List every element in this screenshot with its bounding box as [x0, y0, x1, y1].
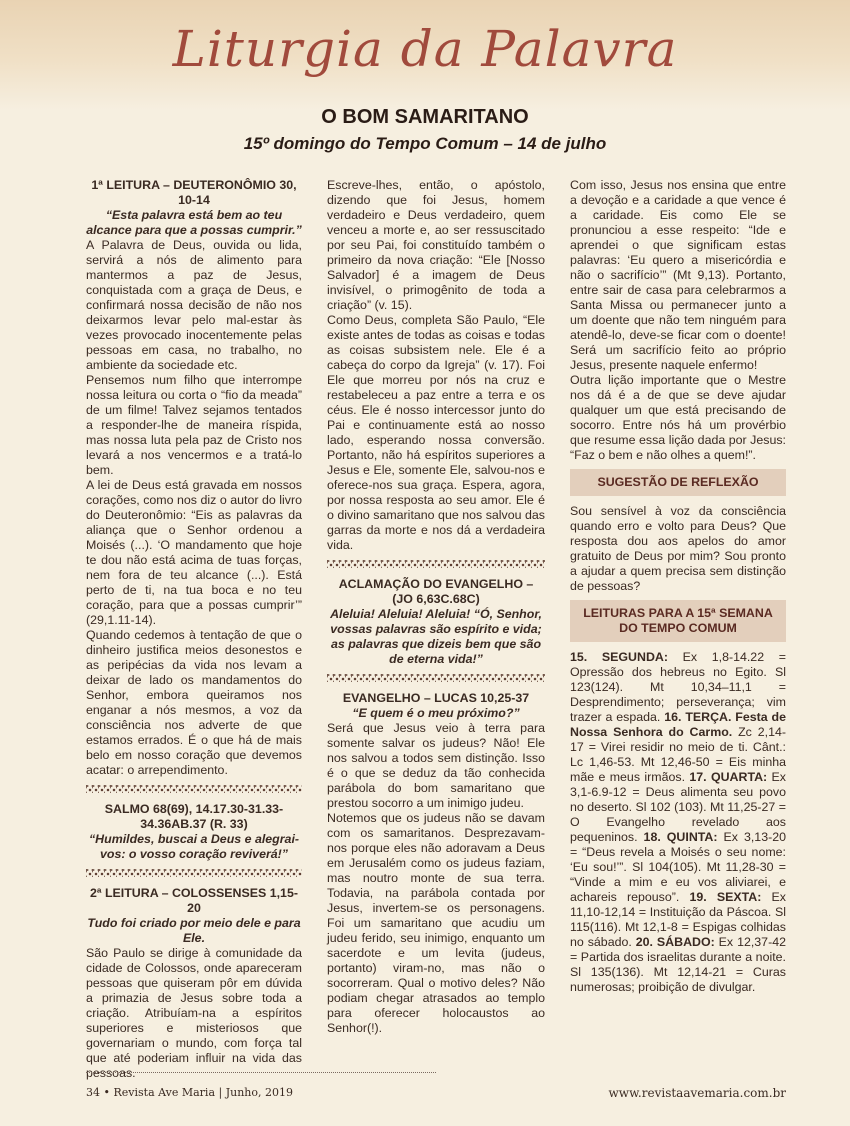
- second-reading-paragraph: Como Deus, completa São Paulo, “Ele existe antes de todas as coisas e todas as coisas subsistem nele. Ele é a cabeça do corpo da Igreja” (v. 17). Foi Ele que morreu por nós na cruz e restabeleceu a paz entre a terra e os céus. Ele é nosso intercessor junto do Pai e continuamente está ao nosso lado, esperando nossa conversão. Portanto, não há espíritos superiores a Jesus e Ele, somente Ele, salvou-nos e oferece-nos sua graça. Espera, agora, por nossa resposta ao seu amor. Ele é o divino samaritano que nos salvou das garras da morte e nos dá a verdadeira vida.: [327, 313, 545, 552]
- reading-day-label: 20. SÁBADO:: [635, 935, 715, 949]
- first-reading-heading: 1ª LEITURA – DEUTERONÔMIO 30, 10-14: [91, 178, 297, 207]
- divider: [86, 785, 302, 793]
- second-reading-paragraph: São Paulo se dirige à comunidade da cidade de Colossos, onde apareceram pessoas que quiseram pôr em dúvida a primazia de Jesus sobre toda a criação. Atribuíam-na a espíritos superiores e misteriosos que governariam o mundo, com força tal que até poderiam influir na vida das pessoas.: [86, 946, 302, 1080]
- reading-day-label: 19. SEXTA:: [689, 890, 762, 904]
- column-3: [570, 178, 786, 995]
- first-reading-quote: “Esta palavra está bem ao teu alcance para que a possas cumprir.”: [86, 208, 302, 237]
- gospel-heading: EVANGELHO – LUCAS 10,25-37: [342, 691, 530, 705]
- divider: [327, 674, 545, 682]
- page-subtitle: 15º domingo do Tempo Comum – 14 de julho: [243, 134, 607, 153]
- psalm-heading: SALMO 68(69), 14.17.30-31.33-34.36AB.37 (R. 33): [104, 802, 284, 831]
- divider: [327, 560, 545, 568]
- first-reading-paragraph: A lei de Deus está gravada em nossos corações, como nos diz o autor do livro do Deuteronômio: “Eis as palavras da aliança que o Senhor ordenou a Moisés (...). ‘O mandamento que hoje te dou não está acima de tuas forças, nem fora de teu alcance (...). Está perto de ti, na tua boca e no teu coração, para que a possas cumprir’” (29,1.11-14).: [86, 478, 302, 627]
- psalm-response: “Humildes, buscai a Deus e alegrai-vos: o vosso coração reviverá!”: [88, 832, 300, 861]
- footer-page-info: 34 • Revista Ave Maria | Junho, 2019: [86, 1086, 293, 1099]
- reading-day-text: Ex 3,13-20 = “Deus revela a Moisés o seu nome: ‘Eu sou!’”. Sl 104(105). Mt 11,28-30 = “Vinde a mim e eu vos aliviarei, e achareis repouso”.: [570, 830, 786, 904]
- gospel-quote: “E quem é o meu próximo?”: [352, 706, 520, 720]
- reflection-heading: SUGESTÃO DE REFLEXÃO: [570, 469, 786, 496]
- gospel-paragraph: Outra lição importante que o Mestre nos dá é a de que se deve ajudar qualquer um que está precisando de socorro. Entre nós há um provérbio que resume essa lição dada por Jesus: “Faz o bem e não olhes a quem!”.: [570, 373, 786, 462]
- reading-day-label: 18. QUINTA:: [643, 830, 718, 844]
- first-reading-paragraph: Quando cedemos à tentação de que o dinheiro justifica meios desonestos e as peripécias da vida nos levam a deixar de lado os mandamentos do Senhor, embora queiramos nos enganar a nós mesmos, a voz da consciência nos adverte de que estamos errados. É o que há de mais belo em nosso coração que devemos acatar: o arrependimento.: [86, 628, 302, 777]
- second-reading-paragraph: Escreve-lhes, então, o apóstolo, dizendo que foi Jesus, homem verdadeiro e Deus verdadeiro, quem venceu a morte e, ao ser ressuscitado por seu Pai, foi constituído também o primeiro da nova criação: “Ele [Nosso Salvador] é a imagem de Deus invisível, o primogênito de toda a criação” (v. 15).: [327, 178, 545, 312]
- reading-day-label: 16. TERÇA. Festa de Nossa Senhora do Carmo.: [570, 710, 786, 739]
- first-reading-paragraph: A Palavra de Deus, ouvida ou lida, servirá a nós de alimento para mantermos a paz de Jesus, conquistada com a graça de Deus, e confirmará nossa decisão de não nos deixarmos levar pelo mal-estar às vezes provocado inocentemente pelas pessoas em casa, no trabalho, no ambiente da sociedade etc.: [86, 238, 302, 372]
- gospel-paragraph: Notemos que os judeus não se davam com os samaritanos. Desprezavam-nos porque eles não adoravam a Deus em Jerusalém como os judeus faziam, mas noutro monte de sua terra. Todavia, na parábola contada por Jesus, invertem-se os personagens. Foi um samaritano que acudiu um judeu ferido, seu inimigo, enquanto um sacerdote e um levita (judeus, portanto) viram-no, mas não o socorreram. Qual o motivo deles? Não podiam chegar atrasados ao templo para oferecer holocaustos ao Senhor(!).: [327, 811, 545, 1035]
- reflection-text: Sou sensível à voz da consciência quando erro e volto para Deus? Que resposta dou aos apelos do amor gratuito de Deus por mim? Sou pronto a ajudar a quem precisa sem distinção de pessoas?: [570, 504, 786, 593]
- reading-day-text: Zc 2,14-17 = Virei residir no meio de ti. Cânt.: Lc 1,46-53. Mt 12,46-50 = Eis minha mãe e meus irmãos.: [570, 725, 786, 784]
- week-readings-heading: LEITURAS PARA A 15ª SEMANA DO TEMPO COMUM: [570, 600, 786, 642]
- reading-day-text: Ex 11,10-12,14 = Instituição da Páscoa. Sl 115(116). Mt 12,1-8 = Espigas colhidas no sábado.: [570, 890, 786, 949]
- first-reading-paragraph: Pensemos num filho que interrompe nossa leitura ou corta o “fio da meada” de um filme! Talvez sejamos tentados a responder-lhe de maneira ríspida, mas nossa luta pela paz de Cristo nos levará a nos vencermos e a tratá-lo bem.: [86, 373, 302, 477]
- acclamation-text: Aleluia! Aleluia! Aleluia! “Ó, Senhor, vossas palavras são espírito e vida; as palavras que dizeis bem que são de eterna vida!”: [330, 607, 542, 666]
- divider: [86, 869, 302, 877]
- reading-day-label: 17. QUARTA:: [689, 770, 768, 784]
- reading-day-text: Ex 3,1-6.9-12 = Deus alimenta seu povo no deserto. Sl 102 (103). Mt 11,25-27 = O Evangelho revelado aos pequeninos.: [570, 770, 786, 844]
- page-title: O BOM SAMARITANO: [321, 106, 529, 128]
- page-footer: [86, 1072, 786, 1112]
- gospel-paragraph: Com isso, Jesus nos ensina que entre a devoção e a caridade a que vence é a caridade. Eis como Ele se pronunciou a esse respeito: “Ide e aprendei o que significam estas palavras: ‘Eu quero a misericórdia e não o sacrifício’” (Mt 9,13). Portanto, entre sair de casa para celebrarmos a Santa Missa ou permanecer junto a um doente que não tem ninguém para atendê-lo, deve-se ficar com o doente! Será um sacrifício feito ao próprio Jesus, presente naquele enfermo!: [570, 178, 786, 372]
- acclamation-heading: ACLAMAÇÃO DO EVANGELHO – (JO 6,63C.68C): [338, 577, 534, 606]
- reading-day-text: Ex 1,8-14.22 = Opressão dos hebreus no Egito. Sl 123(124). Mt 10,34–11,1 = Desprendimento; perseverança; vim trazer a espada.: [570, 650, 786, 724]
- masthead: Liturgia da Palavra: [172, 20, 678, 78]
- reading-day-label: 15. SEGUNDA:: [570, 650, 668, 664]
- week-readings-list: [570, 650, 786, 995]
- footer-rule: [86, 1072, 436, 1073]
- footer-website-link[interactable]: www.revistaavemaria.com.br: [608, 1086, 786, 1100]
- column-2: [327, 178, 545, 1036]
- column-1: [86, 178, 302, 1081]
- second-reading-quote: Tudo foi criado por meio dele e para Ele.: [87, 916, 301, 945]
- gospel-paragraph: Será que Jesus veio à terra para somente salvar os judeus? Não! Ele nos salvou a todos sem distinção. Isso é o que se deduz da tão conhecida parábola do bom samaritano que prestou socorro a um inimigo judeu.: [327, 721, 545, 810]
- second-reading-heading: 2ª LEITURA – COLOSSENSES 1,15-20: [90, 886, 298, 915]
- reading-day-text: Ex 12,37-42 = Partida dos israelitas durante a noite. Sl 135(136). Mt 12,14-21 = Curas numerosas; proibição de divulgar.: [570, 935, 786, 994]
